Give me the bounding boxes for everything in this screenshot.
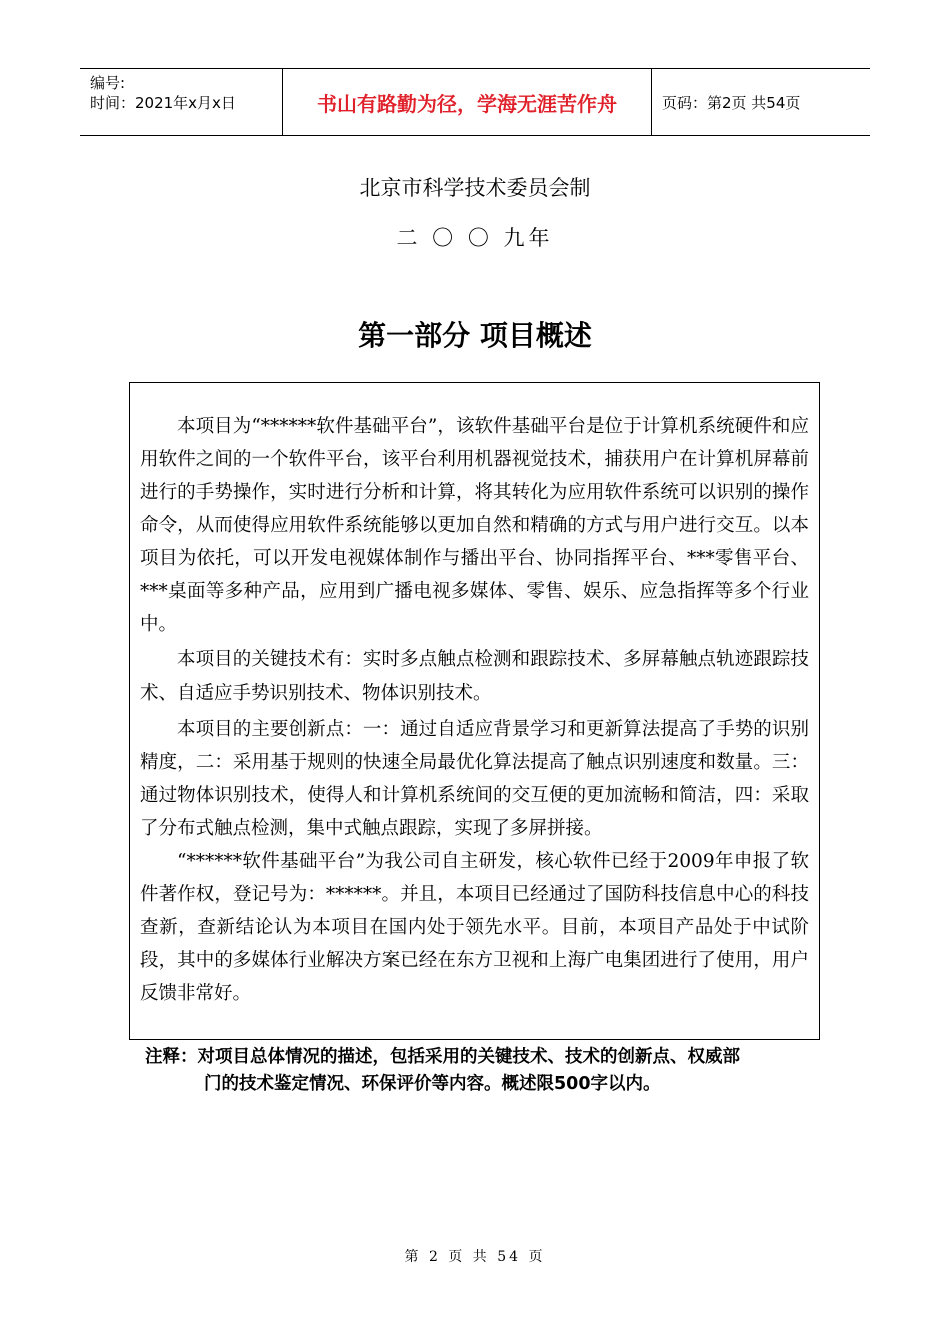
section-title: 第一部分 项目概述 [358, 319, 592, 352]
motto: 书山有路勤为径，学海无涯苦作舟 [282, 69, 652, 135]
note-line-1: 注释：对项目总体情况的描述，包括采用的关键技术、技术的创新点、权威部 [145, 1047, 740, 1067]
time-label: 时间：2021年x月x日 [90, 94, 236, 112]
year-text: 二 〇 〇 九年 [396, 226, 554, 250]
overview-box [129, 382, 820, 1040]
note-line-2: 门的技术鉴定情况、环保评价等内容。概述限500字以内。 [204, 1074, 661, 1094]
org-name: 北京市科学技术委员会制 [359, 176, 591, 200]
header-left-cell [80, 69, 282, 135]
page-info: 页码：第2页 共54页 [662, 93, 801, 112]
note [145, 1044, 805, 1098]
overview-paragraph-3: 本项目的主要创新点：一：通过自适应背景学习和更新算法提高了手势的识别精度，二：采用基于规则的快速全局最优化算法提高了触点识别速度和数量。三：通过物体识别技术，使得人和计算机系统间的交互便的更加流畅和简洁，四：采取了分布式触点检测，集中式触点跟踪，实现了多屏拼接。 [140, 719, 809, 839]
page-header [80, 68, 870, 136]
number-label: 编号: [90, 74, 126, 92]
overview-paragraph-2: 本项目的关键技术有：实时多点触点检测和跟踪技术、多屏幕触点轨迹跟踪技术、自适应手势识别技术、物体识别技术。 [140, 649, 809, 704]
overview-paragraph-4: “******软件基础平台”为我公司自主研发，核心软件已经于2009年申报了软件著作权，登记号为：******。并且，本项目已经通过了国防科技信息中心的科技查新，查新结论认为本项目在国内处于领先水平。目前，本项目产品处于中试阶段，其中的多媒体行业解决方案已经在东方卫视和上海广电集团进行了使用，用户反馈非常好。 [140, 851, 809, 1004]
overview-paragraph-1: 本项目为“******软件基础平台”，该软件基础平台是位于计算机系统硬件和应用软件之间的一个软件平台，该平台利用机器视觉技术，捕获用户在计算机屏幕前进行的手势操作，实时进行分析和计算，将其转化为应用软件系统可以识别的操作命令，从而使得应用软件系统能够以更加自然和精确的方式与用户进行交互。以本项目为依托，可以开发电视媒体制作与播出平台、协同指挥平台、***零售平台、***桌面等多种产品，应用到广播电视多媒体、零售、娱乐、应急指挥等多个行业中。 [140, 416, 809, 635]
page-footer: 第 2 页 共 54 页 [404, 1249, 546, 1265]
